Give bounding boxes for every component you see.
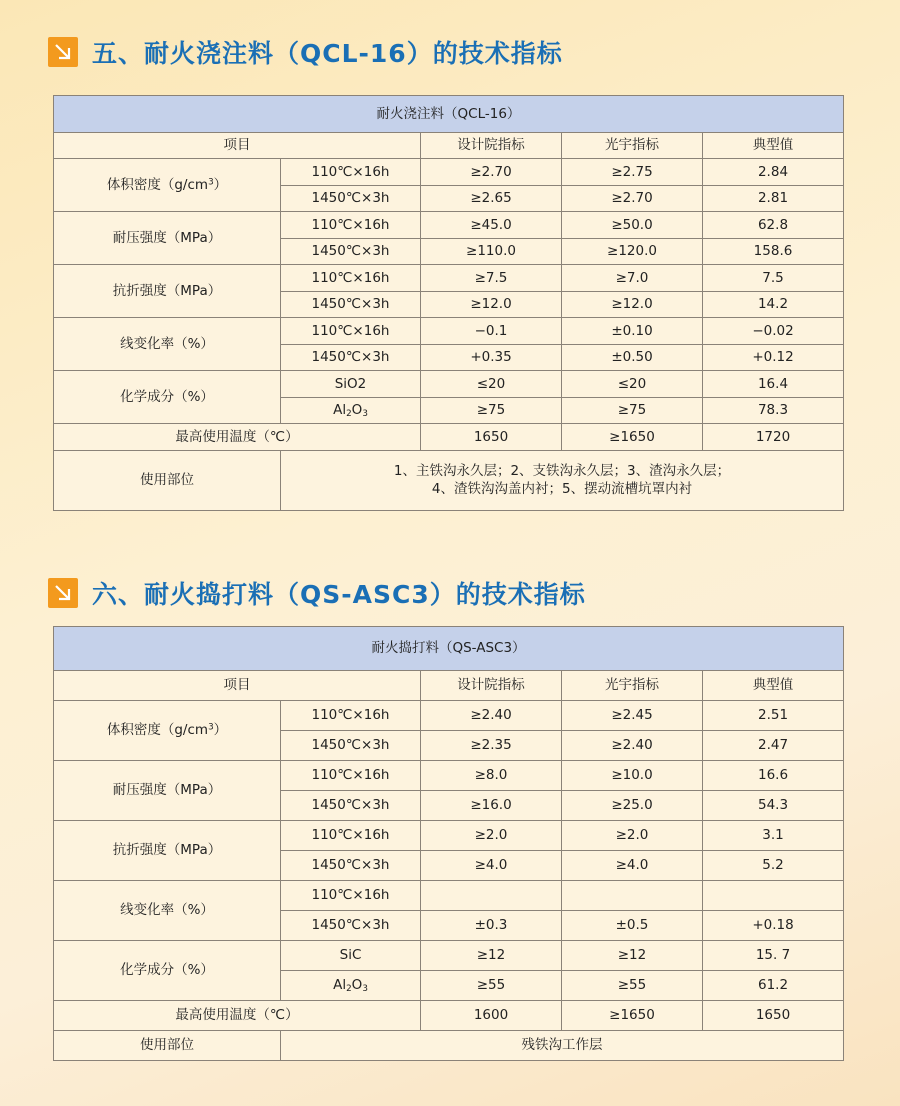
gy-cell: ≥120.0 xyxy=(562,238,703,265)
table-header: 耐火浇注料（QCL-16） xyxy=(54,96,844,133)
castable-spec-table xyxy=(53,95,844,511)
gy-cell: ≥2.45 xyxy=(562,701,703,731)
table-row xyxy=(54,821,844,851)
table-row xyxy=(54,701,844,731)
row-label-max-temp: 最高使用温度（℃） xyxy=(54,1001,421,1031)
table-row xyxy=(54,881,844,911)
table-row xyxy=(54,450,844,510)
table-row xyxy=(54,424,844,451)
condition-cell: 1450℃×3h xyxy=(281,911,421,941)
section-title-ramming xyxy=(48,576,586,610)
gy-cell: ≥4.0 xyxy=(562,851,703,881)
design-cell: 1650 xyxy=(421,424,562,451)
component-cell: $Al_2O_3$ xyxy=(281,971,421,1001)
gy-cell: ≥12 xyxy=(562,941,703,971)
component-cell: $Al_2O_3$ xyxy=(281,397,421,424)
typical-cell: 7.5 xyxy=(703,265,844,292)
design-cell: ≥2.35 xyxy=(421,731,562,761)
typical-cell: 54.3 xyxy=(703,791,844,821)
section-title-castable xyxy=(48,35,563,69)
gy-cell: ≥10.0 xyxy=(562,761,703,791)
gy-cell: ≥12.0 xyxy=(562,291,703,318)
usage-line: 4、渣铁沟沟盖内衬；5、摆动流槽坑罩内衬 xyxy=(431,481,693,497)
gy-cell: ≤20 xyxy=(562,371,703,398)
typical-cell: 15. 7 xyxy=(703,941,844,971)
design-cell: ≥2.65 xyxy=(421,185,562,212)
table-row xyxy=(54,1031,844,1061)
gy-cell: ≥75 xyxy=(562,397,703,424)
row-label-chemical: 化学成分（%） xyxy=(54,941,281,1001)
column-header-row xyxy=(54,133,844,159)
typical-cell: 1650 xyxy=(703,1001,844,1031)
section-title-text: 五、耐火浇注料（QCL-16）的技术指标 xyxy=(92,39,563,68)
design-cell: ≥75 xyxy=(421,397,562,424)
typical-cell: 3.1 xyxy=(703,821,844,851)
typical-cell: 2.81 xyxy=(703,185,844,212)
typical-cell: +0.12 xyxy=(703,344,844,371)
table-header-row xyxy=(54,96,844,133)
column-header-row xyxy=(54,671,844,701)
component-cell: SiC xyxy=(281,941,421,971)
design-cell: ≥7.5 xyxy=(421,265,562,292)
row-label-usage: 使用部位 xyxy=(54,1031,281,1061)
gy-cell: ±0.5 xyxy=(562,911,703,941)
row-label-linear-change: 线变化率（%） xyxy=(54,881,281,941)
typical-cell: 5.2 xyxy=(703,851,844,881)
design-cell: ≥12.0 xyxy=(421,291,562,318)
condition-cell: 1450℃×3h xyxy=(281,851,421,881)
col-typical: 典型值 xyxy=(703,671,844,701)
table-row xyxy=(54,761,844,791)
design-cell: ≥2.70 xyxy=(421,159,562,186)
design-cell: ≥110.0 xyxy=(421,238,562,265)
condition-cell: 1450℃×3h xyxy=(281,791,421,821)
typical-cell: 2.84 xyxy=(703,159,844,186)
design-cell: ≥55 xyxy=(421,971,562,1001)
gy-cell: ≥2.75 xyxy=(562,159,703,186)
usage-cell: 残铁沟工作层 xyxy=(281,1031,844,1061)
gy-cell: ≥50.0 xyxy=(562,212,703,239)
row-label-bulk-density: 体积密度$(g/cm^3)$ xyxy=(54,159,281,212)
table-header: 耐火捣打料（QS-ASC3） xyxy=(54,627,844,671)
table-row xyxy=(54,941,844,971)
design-cell xyxy=(421,881,562,911)
typical-cell: 62.8 xyxy=(703,212,844,239)
condition-cell: 110℃×16h xyxy=(281,761,421,791)
condition-cell: 110℃×16h xyxy=(281,265,421,292)
table-row xyxy=(54,265,844,292)
condition-cell: 1450℃×3h xyxy=(281,731,421,761)
arrow-down-right-icon xyxy=(48,578,78,608)
table-row xyxy=(54,318,844,345)
row-label-compressive: 耐压强度（MPa） xyxy=(54,761,281,821)
design-cell: 1600 xyxy=(421,1001,562,1031)
row-label-flexural: 抗折强度（MPa） xyxy=(54,265,281,318)
typical-cell xyxy=(703,881,844,911)
row-label-linear-change: 线变化率（%） xyxy=(54,318,281,371)
typical-cell: −0.02 xyxy=(703,318,844,345)
design-cell: ≥2.0 xyxy=(421,821,562,851)
typical-cell: 16.4 xyxy=(703,371,844,398)
design-cell: ≤20 xyxy=(421,371,562,398)
col-design: 设计院指标 xyxy=(421,671,562,701)
condition-cell: 110℃×16h xyxy=(281,212,421,239)
ramming-spec-table xyxy=(53,626,844,1061)
design-cell: ≥12 xyxy=(421,941,562,971)
gy-cell: ≥1650 xyxy=(562,424,703,451)
condition-cell: 110℃×16h xyxy=(281,881,421,911)
table-row xyxy=(54,1001,844,1031)
typical-cell: 16.6 xyxy=(703,761,844,791)
gy-cell: ≥2.70 xyxy=(562,185,703,212)
col-typical: 典型值 xyxy=(703,133,844,159)
typical-cell: 158.6 xyxy=(703,238,844,265)
table-header-row xyxy=(54,627,844,671)
row-label-compressive: 耐压强度（MPa） xyxy=(54,212,281,265)
condition-cell: 1450℃×3h xyxy=(281,238,421,265)
design-cell: +0.35 xyxy=(421,344,562,371)
gy-cell: ≥55 xyxy=(562,971,703,1001)
gy-cell: ≥25.0 xyxy=(562,791,703,821)
design-cell: ≥8.0 xyxy=(421,761,562,791)
section-title-text: 六、耐火捣打料（QS-ASC3）的技术指标 xyxy=(92,580,586,609)
typical-cell: 14.2 xyxy=(703,291,844,318)
typical-cell: 2.47 xyxy=(703,731,844,761)
condition-cell: 110℃×16h xyxy=(281,318,421,345)
gy-cell xyxy=(562,881,703,911)
col-gy: 光宇指标 xyxy=(562,671,703,701)
component-cell: SiO2 xyxy=(281,371,421,398)
row-label-max-temp: 最高使用温度（℃） xyxy=(54,424,421,451)
condition-cell: 1450℃×3h xyxy=(281,291,421,318)
col-gy: 光宇指标 xyxy=(562,133,703,159)
typical-cell: 2.51 xyxy=(703,701,844,731)
design-cell: ≥16.0 xyxy=(421,791,562,821)
row-label-bulk-density: 体积密度$(g/cm^3)$ xyxy=(54,701,281,761)
design-cell: ≥45.0 xyxy=(421,212,562,239)
condition-cell: 110℃×16h xyxy=(281,821,421,851)
col-item: 项目 xyxy=(54,671,421,701)
col-design: 设计院指标 xyxy=(421,133,562,159)
table-row xyxy=(54,371,844,398)
gy-cell: ≥7.0 xyxy=(562,265,703,292)
design-cell: −0.1 xyxy=(421,318,562,345)
typical-cell: +0.18 xyxy=(703,911,844,941)
table-row xyxy=(54,159,844,186)
gy-cell: ±0.50 xyxy=(562,344,703,371)
arrow-down-right-icon xyxy=(48,37,78,67)
condition-cell: 1450℃×3h xyxy=(281,185,421,212)
row-label-chemical: 化学成分（%） xyxy=(54,371,281,424)
usage-line: 1、主铁沟永久层；2、支铁沟永久层；3、渣沟永久层； xyxy=(393,462,731,479)
gy-cell: ≥1650 xyxy=(562,1001,703,1031)
condition-cell: 1450℃×3h xyxy=(281,344,421,371)
gy-cell: ≥2.0 xyxy=(562,821,703,851)
row-label-flexural: 抗折强度（MPa） xyxy=(54,821,281,881)
col-item: 项目 xyxy=(54,133,421,159)
design-cell: ≥4.0 xyxy=(421,851,562,881)
typical-cell: 1720 xyxy=(703,424,844,451)
design-cell: ±0.3 xyxy=(421,911,562,941)
typical-cell: 78.3 xyxy=(703,397,844,424)
gy-cell: ≥2.40 xyxy=(562,731,703,761)
design-cell: ≥2.40 xyxy=(421,701,562,731)
gy-cell: ±0.10 xyxy=(562,318,703,345)
typical-cell: 61.2 xyxy=(703,971,844,1001)
condition-cell: 110℃×16h xyxy=(281,701,421,731)
row-label-usage: 使用部位 xyxy=(54,450,281,510)
usage-cell xyxy=(281,450,844,510)
condition-cell: 110℃×16h xyxy=(281,159,421,186)
table-row xyxy=(54,212,844,239)
